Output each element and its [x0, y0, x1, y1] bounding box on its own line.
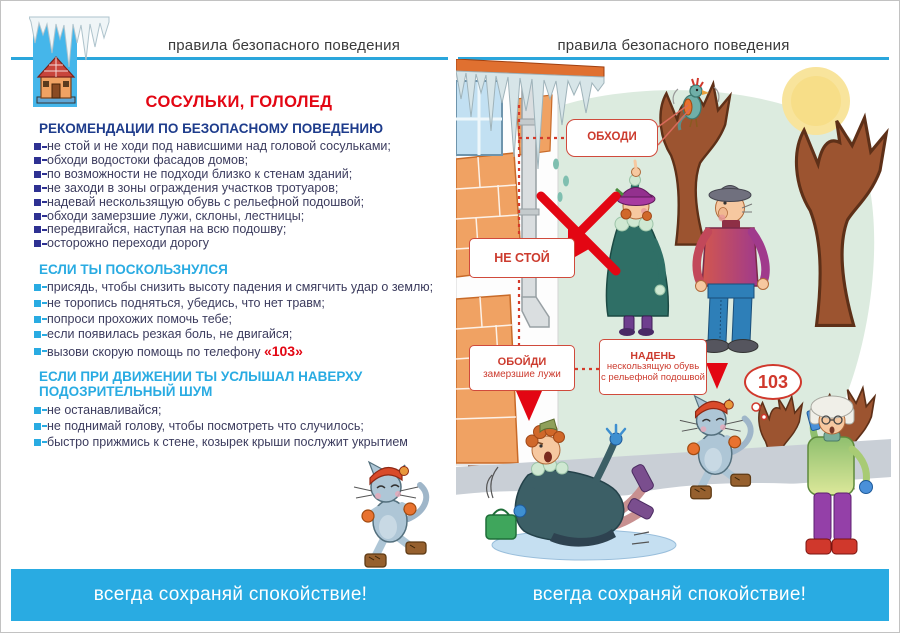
footer-text-right: всегда сохраняй спокойствие!	[532, 584, 807, 605]
list-item: обходи замерзшие лужи, склоны, лестницы;	[34, 210, 444, 223]
section-heading-noise-above: ЕСЛИ ПРИ ДВИЖЕНИИ ТЫ УСЛЫШАЛ НАВЕРХУ ПОДОЗРИТЕЛЬНЫЙ ШУМ	[39, 369, 363, 400]
list-item: осторожно переходи дорогу	[34, 237, 444, 250]
list-item: передвигайся, наступая на всю подошву;	[34, 223, 444, 236]
bullet-marker	[34, 143, 41, 150]
page-header-left: правила безопасного поведения	[167, 37, 401, 54]
list-item: присядь, чтобы снизить высоту падения и смягчить удар о землю;	[34, 281, 444, 294]
bullet-marker	[34, 157, 41, 164]
list-item: не торопись подняться, убедись, что нет травм;	[34, 297, 444, 310]
callout-naden: НАДЕНЬ нескользящую обувь с рельефной подошвой	[599, 339, 707, 395]
list-item: не стой и не ходи под нависшими над головой сосульками;	[34, 140, 444, 153]
bullet-marker	[34, 171, 41, 178]
bullet-marker	[34, 284, 41, 291]
callout-ne-stoy: НЕ СТОЙ	[469, 238, 575, 278]
poster-title: СОСУЛЬКИ, ГОЛОЛЕД	[145, 93, 333, 111]
left-page	[34, 93, 444, 452]
list-item: обходи водостоки фасадов домов;	[34, 154, 444, 167]
list-item: надевай нескользящую обувь с рельефной подошвой;	[34, 196, 444, 209]
right-page	[456, 59, 891, 569]
bullet-marker	[34, 226, 41, 233]
footer-bar	[11, 569, 889, 621]
list-item: не поднимай голову, чтобы посмотреть что случилось;	[34, 420, 444, 433]
bullet-marker	[34, 439, 41, 446]
list-item: не заходи в зоны ограждения участков тротуаров;	[34, 182, 444, 195]
section-heading-recommendations: РЕКОМЕНДАЦИИ ПО БЕЗОПАСНОМУ ПОВЕДЕНИЮ	[39, 121, 384, 136]
if-slipped-list	[34, 281, 444, 360]
bullet-marker	[34, 300, 41, 307]
recommendations-list	[34, 140, 444, 251]
bullet-marker	[34, 423, 41, 430]
icicles-house-icon	[29, 13, 113, 113]
emergency-number-bubble: 103	[744, 364, 802, 400]
winter-street-illustration	[456, 59, 891, 569]
bullet-marker	[34, 331, 41, 338]
list-item-emergency-number: вызови скорую помощь по телефону «103»	[34, 345, 444, 359]
bullet-marker	[34, 348, 41, 355]
list-item: не останавливайся;	[34, 404, 444, 417]
list-item: если появилась резкая боль, не двигайся;	[34, 328, 444, 341]
list-item: быстро прижмись к стене, козырек крыши послужит укрытием	[34, 436, 444, 449]
walking-cat-icon	[347, 457, 439, 569]
noise-above-list	[34, 404, 444, 449]
page-header-right: правила безопасного поведения	[557, 37, 790, 54]
list-item: по возможности не подходи близко к стенам зданий;	[34, 168, 444, 181]
callout-oboydi: ОБОЙДИ замерзшие лужи	[469, 345, 575, 391]
list-item: попроси прохожих помочь тебе;	[34, 313, 444, 326]
section-heading-if-slipped: ЕСЛИ ТЫ ПОСКОЛЬЗНУЛСЯ	[39, 261, 228, 277]
bullet-marker	[34, 213, 41, 220]
emergency-number: «103»	[263, 342, 303, 359]
callout-obhodi: ОБХОДИ	[566, 119, 658, 157]
bullet-marker	[34, 407, 41, 414]
bullet-marker	[34, 185, 41, 192]
bullet-marker	[34, 316, 41, 323]
bullet-marker	[34, 240, 41, 247]
footer-text-left: всегда сохраняй спокойствие!	[93, 584, 368, 605]
bullet-marker	[34, 199, 41, 206]
